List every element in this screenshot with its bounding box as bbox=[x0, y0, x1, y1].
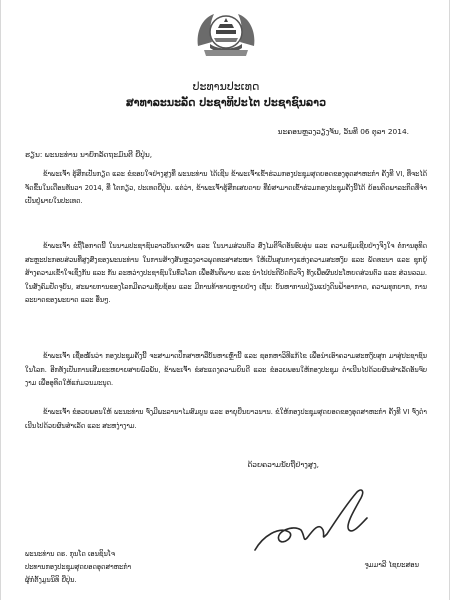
salutation: ຮຽນ: ພະນະທ່ານ ນາຍົກລັດຖະມົນຕີ ຍີ່ປຸ່ນ, bbox=[25, 150, 153, 159]
recipient-address bbox=[25, 548, 131, 587]
body-paragraph-4: ຂ້າພະເຈົ້າ ຂໍອວຍພອນໃຫ້ ພະນະທ່ານ ຈົ່ງມີພະລານາໄມສົມບູນ ແລະ ອາຍຸຍືນຍາວນານ. ຂໍໃຫ້ກອງປະຊຸມສຸດຍອດຂອງອຸດສາຫະກໍາ ຄັ້ງທີ VI ຈົ່ງດໍາເນີນໄປດ້ວຍຜົນສໍາເລັດ ແລະ ສະຫງ່າງາມ. bbox=[25, 408, 427, 430]
lao-national-emblem-icon bbox=[190, 6, 262, 60]
body-paragraph-3: ຂ້າພະເຈົ້າ ເຊື່ອໝັ້ນວ່າ ກອງປະຊຸມຄັ້ງນີ້ ຈະສາມາດປຶກສາຫາລືບັນຫາເຫຼົ່ານີ້ ແລະ ຊອກຫາວິທີແກ້ໄຂ ເພື່ອນໍາເອົາຄວາມສະຫງົບສຸກ ມາສູ່ປະຊາຊົນໃນໂລກ. ອີກທັງເປັນການເສີມຂະຫຍາຍສາຍພົວພັນ, ຂ້າພະເຈົ້າ ຂໍສະແດງຄວາມຍິນດີ ແລະ ຂໍອວຍພອນໃຫ້ກອງປະຊຸມ ດໍາເນີນໄປດ້ວຍຜົນສໍາເລັດອັນຈົບງາມ ເພື່ອອຸທິດໃຫ້ແກ່ມວນມະນຸດ. bbox=[25, 352, 427, 388]
closing-remark: ດ້ວຍຄວາມນັບຖືຢ່າງສູງ, bbox=[247, 460, 319, 469]
recipient-line: ຜູ້ກໍ່ຕັ້ງມູນນິທິ ຍີ່ປຸ່ນ. bbox=[25, 576, 77, 584]
body-paragraph-1: ຂ້າພະເຈົ້າ ຮູ້ສຶກເປັນກຽດ ແລະ ຂໍຂອບໃຈຢ່າງສູງທີ່ ພະນະທ່ານ ໄດ້ເຊີນ ຂ້າພະເຈົ້າເຂົ້າຮ່ວມກອງປະຊຸມສຸດຍອດຂອງອຸດສາຫະກໍາ ຄັ້ງທີ VI, ທີ່ຈະໄດ້ຈັດຂຶ້ນໃນເດືອນທັນວາ 2014, ທີ່ ໂຕກຽວ, ປະເທດຍີ່ປຸ່ນ. ແຕ່ວ່າ, ຂ້າພະເຈົ້າຮູ້ສຶກເສຍດາຍ ທີ່ບໍ່ສາມາດເຂົ້າຮ່ວມກອງປະຊຸມຄັ້ງນີ້ໄດ້ ຍ້ອນຕິດພາລະກິດທີ່ຈໍາເປັນຢູ່ພາຍໃນປະເທດ. bbox=[25, 170, 427, 206]
body-paragraph-2: ຂ້າພະເຈົ້າ ຂໍຖືໂອກາດນີ້ ໃນນາມປະຊາຊົນລາວບັນດາເຜົ່າ ແລະ ໃນນາມສ່ວນຕົວ ສົ່ງໄມຕີຈິດອັນອົບອຸ່ນ ແລະ ຄວາມຊົມເຊີຍຢ່າງຈິງໃຈ ຕໍ່ການອຸທິດສະຫຼະປະກອບສ່ວນທີ່ສູງສົ່ງຂອງພະນະທ່ານ ໃນການສ້າງສັນຫຼວງລາວພຸດທະສາສະໜາ ໃຫ້ເປັນສູນກາງແຫ່ງຄວາມສະຫງົບ ແລະ ພັດທະນາ ແລະ ຊຸກຍູ້ສ້າງຄວາມເຂົ້າໃຈເຊິ່ງກັນ ແລະ ກັນ ລະຫວ່າງປະຊາຊົນໃນທົ່ວໂລກ ເພື່ອສັນຕິພາບ ແລະ ນໍາໄປປະຕິບັດຕົວຈິງ ທັງເພື່ອຜົນປະໂຫຍດສ່ວນຕົວ ແລະ ສ່ວນລວມ. ໃນສັງຄົມປັດຈຸບັນ, ສະພາບການຂອງໂລກມີຄວາມຊັບຊ້ອນ ແລະ ມີການທ້າທາຍຫຼາຍຢ່າງ ເຊັ່ນ: ບັນຫາການປ່ຽນແປງດິນຟ້າອາກາດ, ຄວາມທຸກຍາກ, ການລະບາດຂອງພະຍາດ ແລະ ອື່ນໆ. bbox=[25, 242, 427, 305]
handwritten-signature-icon bbox=[249, 480, 379, 560]
letterhead-country: ສາທາລະນະລັດ ປະຊາທິປະໄຕ ປະຊາຊົນລາວ bbox=[125, 96, 327, 109]
date-line: ນະຄອນຫຼວງວຽງຈັນ, ວັນທີ 06 ຕຸລາ 2014. bbox=[277, 127, 409, 136]
recipient-line: ພະນະທ່ານ ດຣ. ກຸນໂດ ເອນຊິນໂຈ bbox=[25, 550, 115, 558]
letterhead-office: ປະທານປະເທດ bbox=[192, 80, 260, 93]
signer-name: ຈູມມາລີ ໄຊຍະສອນ bbox=[364, 561, 419, 569]
recipient-line: ປະທານກອງປະຊຸມສຸດຍອດອຸດສາຫະກໍາ bbox=[25, 563, 132, 571]
